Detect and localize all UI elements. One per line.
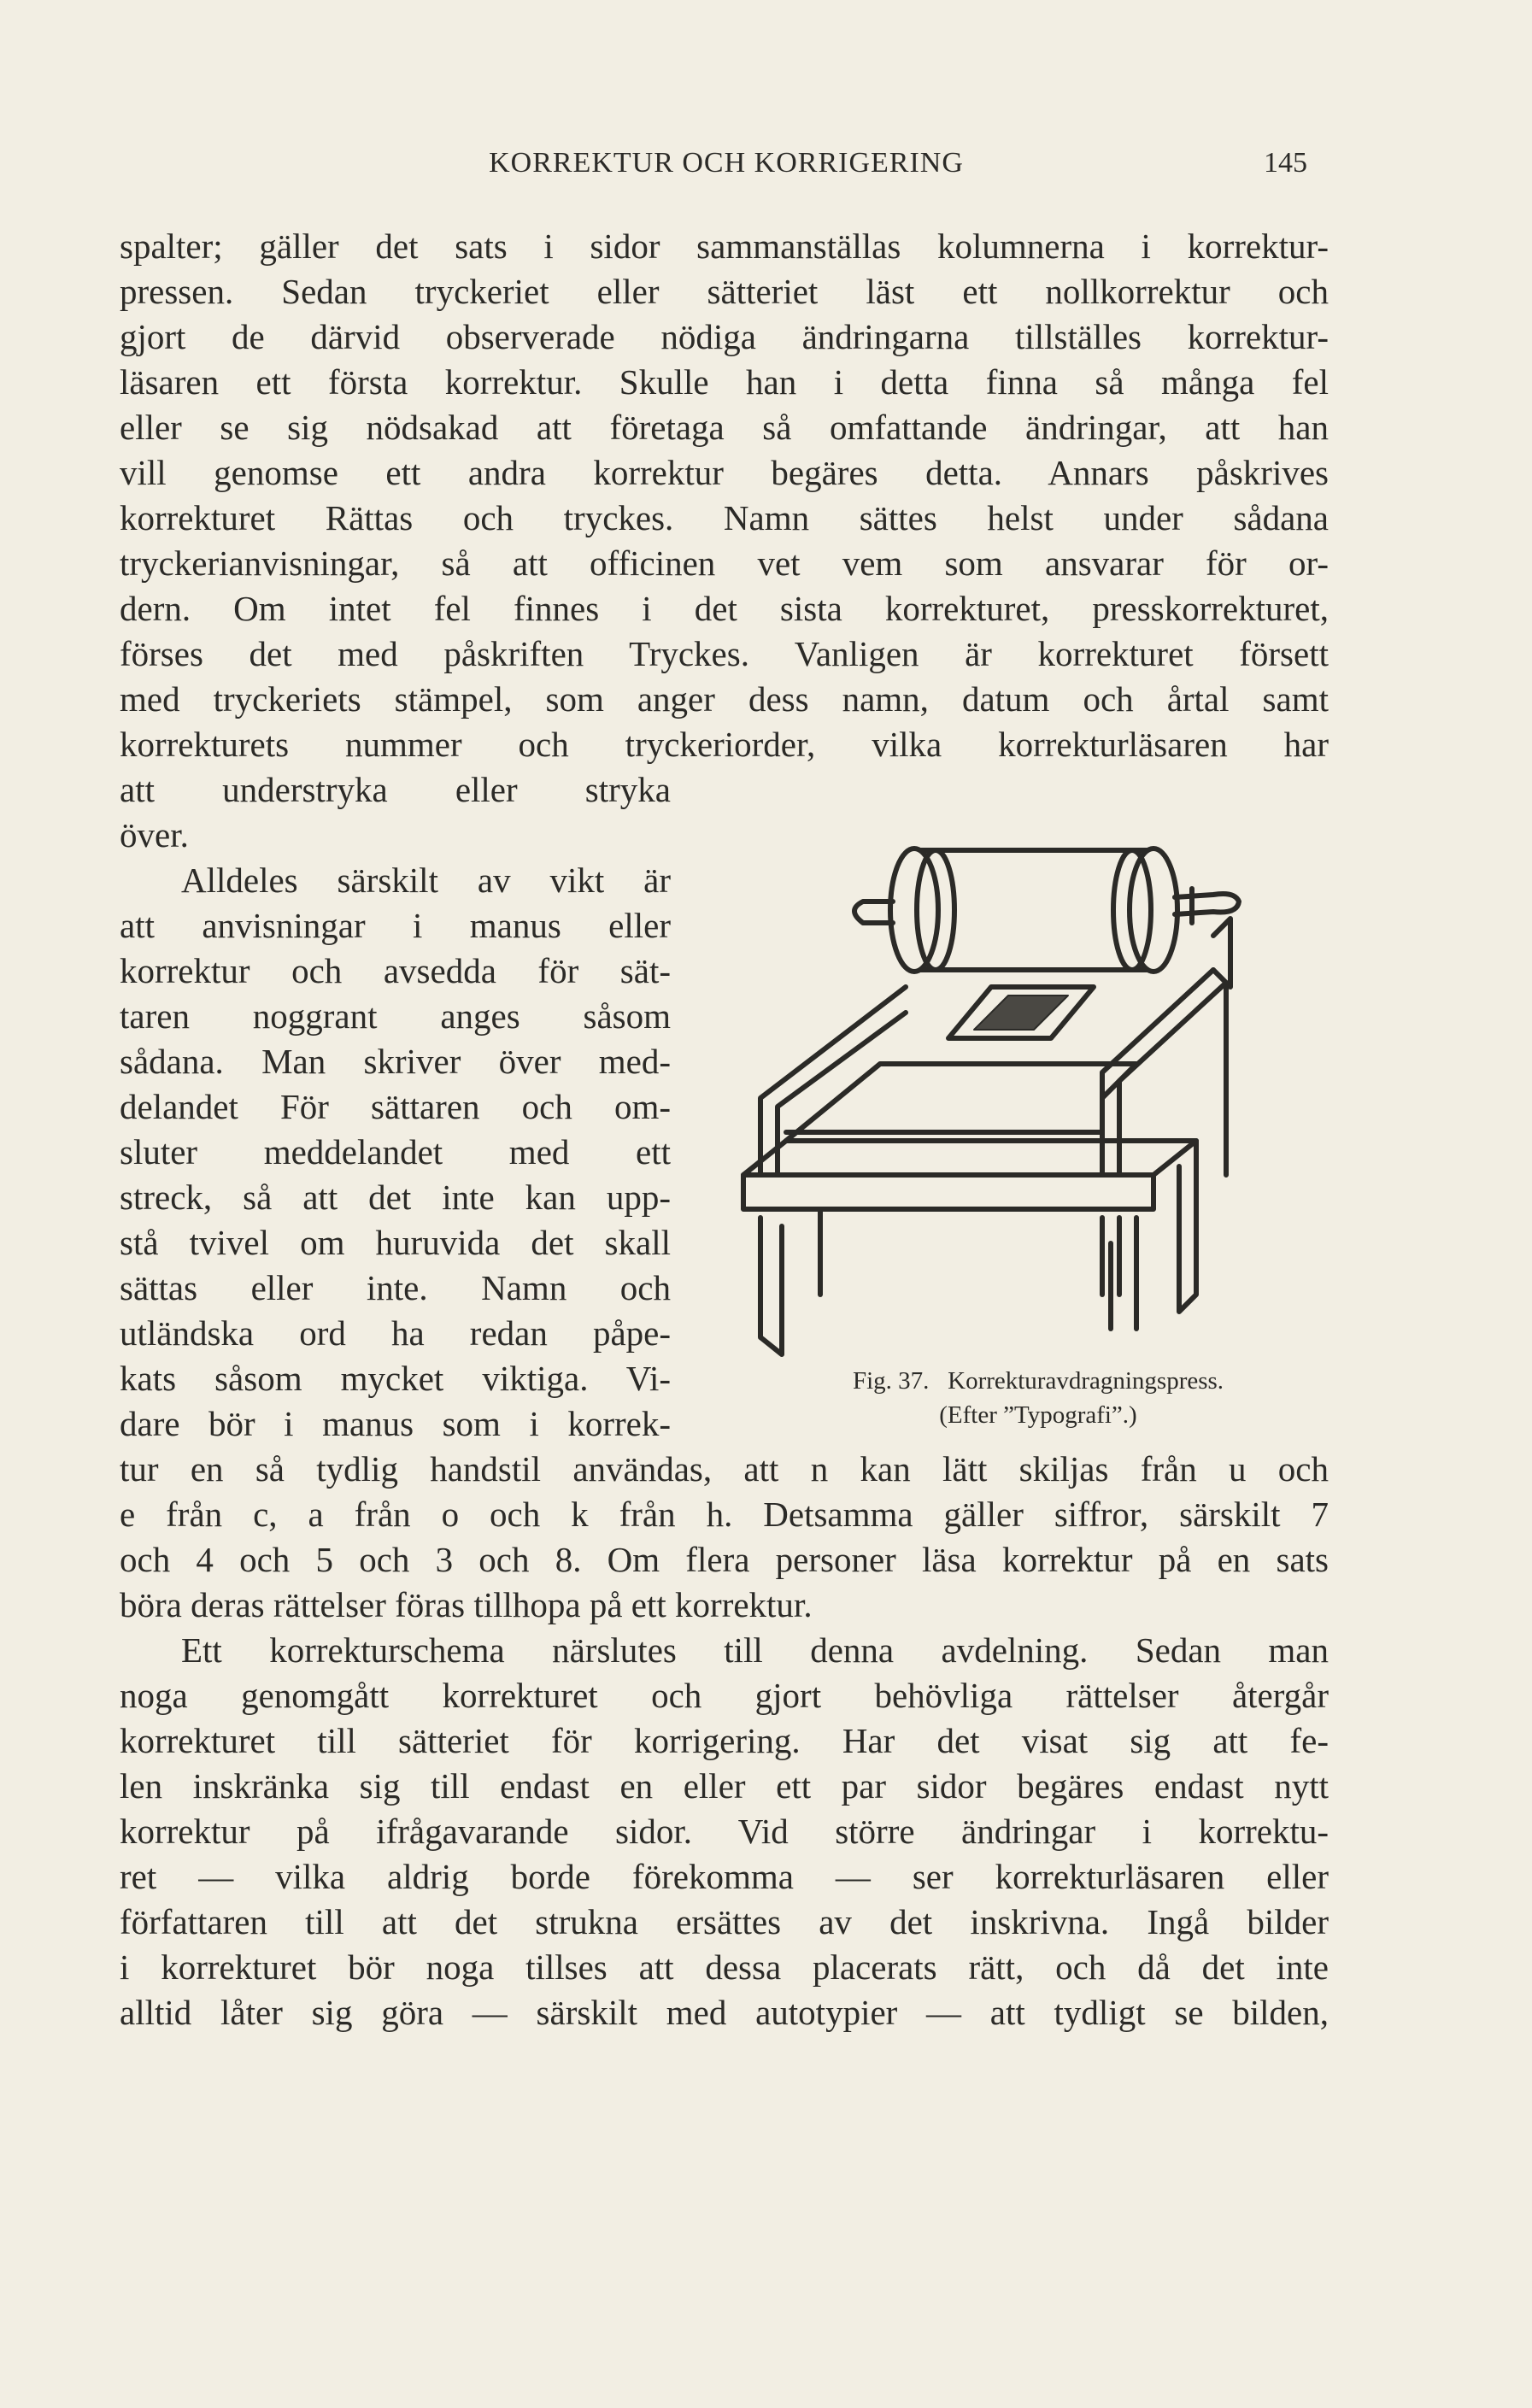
page-number: 145 <box>1264 147 1307 179</box>
figure-caption-text: Korrekturavdragningspress. <box>948 1367 1224 1395</box>
text-line: taren noggrant anges såsom <box>120 996 671 1036</box>
text-line: len inskränka sig till endast en eller ett par sidor begäres endast nytt <box>120 1766 1329 1806</box>
text-line: dare bör i manus som i korrek- <box>120 1404 671 1443</box>
text-line: och 4 och 5 och 3 och 8. Om flera personer läsa korrektur på en sats <box>120 1540 1329 1579</box>
text-line: sluter meddelandet med ett <box>120 1132 671 1172</box>
text-line: eller se sig nödsakad att företaga så omfattande ändringar, att han <box>120 408 1329 447</box>
text-line: utländska ord ha redan påpe- <box>120 1313 671 1353</box>
text-line: att understryka eller stryka <box>120 770 671 809</box>
running-head <box>120 147 1333 190</box>
text-line: över. <box>120 815 189 855</box>
text-line: böra deras rättelser föras tillhopa på ett korrektur. <box>120 1585 813 1624</box>
text-line: korrektur på ifrågavarande sidor. Vid större ändringar i korrektu- <box>120 1812 1329 1851</box>
figure-caption <box>743 1364 1333 1432</box>
text-line: spalter; gäller det sats i sidor sammanställas kolumnerna i korrektur- <box>120 226 1329 266</box>
text-line: delandet För sättaren och om- <box>120 1087 671 1126</box>
text-line: förses det med påskriften Tryckes. Vanligen är korrekturet försett <box>120 634 1329 673</box>
text-line: korrekturet Rättas och tryckes. Namn sättes helst under sådana <box>120 498 1329 537</box>
text-line: pressen. Sedan tryckeriet eller sätteriet läst ett nollkorrektur och <box>120 272 1329 311</box>
text-line: Ett korrekturschema närslutes till denna avdelning. Sedan man <box>181 1630 1329 1670</box>
running-title: KORREKTUR OCH KORRIGERING <box>489 147 964 179</box>
text-line: korrekturet till sätteriet för korrigering. Har det visat sig att fe- <box>120 1721 1329 1760</box>
text-line: tryckerianvisningar, så att officinen vet vem som ansvarar för or- <box>120 543 1329 583</box>
text-line: med tryckeriets stämpel, som anger dess namn, datum och årtal samt <box>120 679 1329 719</box>
proof-press-illustration <box>735 816 1333 1363</box>
figure-label: Fig. 37. <box>852 1367 930 1395</box>
text-line: gjort de därvid observerade nödiga ändringarna tillställes korrektur- <box>120 317 1329 356</box>
text-line: kats såsom mycket viktiga. Vi- <box>120 1359 671 1398</box>
text-line: vill genomse ett andra korrektur begäres detta. Annars påskrives <box>120 453 1329 492</box>
text-line: i korrekturet bör noga tillses att dessa placerats rätt, och då det inte <box>120 1947 1329 1987</box>
text-line: Alldeles särskilt av vikt är <box>181 860 671 900</box>
text-line: författaren till att det strukna ersättes av det inskrivna. Ingå bilder <box>120 1902 1329 1941</box>
text-line: sådana. Man skriver över med- <box>120 1042 671 1081</box>
text-line: läsaren ett första korrektur. Skulle han i detta finna så många fel <box>120 362 1329 402</box>
text-line: ret — vilka aldrig borde förekomma — ser korrekturläsaren eller <box>120 1857 1329 1896</box>
text-line: sättas eller inte. Namn och <box>120 1268 671 1307</box>
figure-credit: (Efter ”Typografi”.) <box>939 1401 1137 1429</box>
text-line: tur en så tydlig handstil användas, att n kan lätt skiljas från u och <box>120 1449 1329 1489</box>
text-line: alltid låter sig göra — särskilt med autotypier — att tydligt se bilden, <box>120 1993 1329 2032</box>
text-line: stå tvivel om huruvida det skall <box>120 1223 671 1262</box>
text-line: noga genomgått korrekturet och gjort behövliga rättelser återgår <box>120 1676 1329 1715</box>
text-line: korrektur och avsedda för sät- <box>120 951 671 990</box>
text-line: e från c, a från o och k från h. Detsamma gäller siffror, särskilt 7 <box>120 1495 1329 1534</box>
text-line: dern. Om intet fel finnes i det sista korrekturet, presskorrekturet, <box>120 589 1329 628</box>
text-line: streck, så att det inte kan upp- <box>120 1178 671 1217</box>
text-line: att anvisningar i manus eller <box>120 906 671 945</box>
text-line: korrekturets nummer och tryckeriorder, vilka korrekturläsaren har <box>120 725 1329 764</box>
